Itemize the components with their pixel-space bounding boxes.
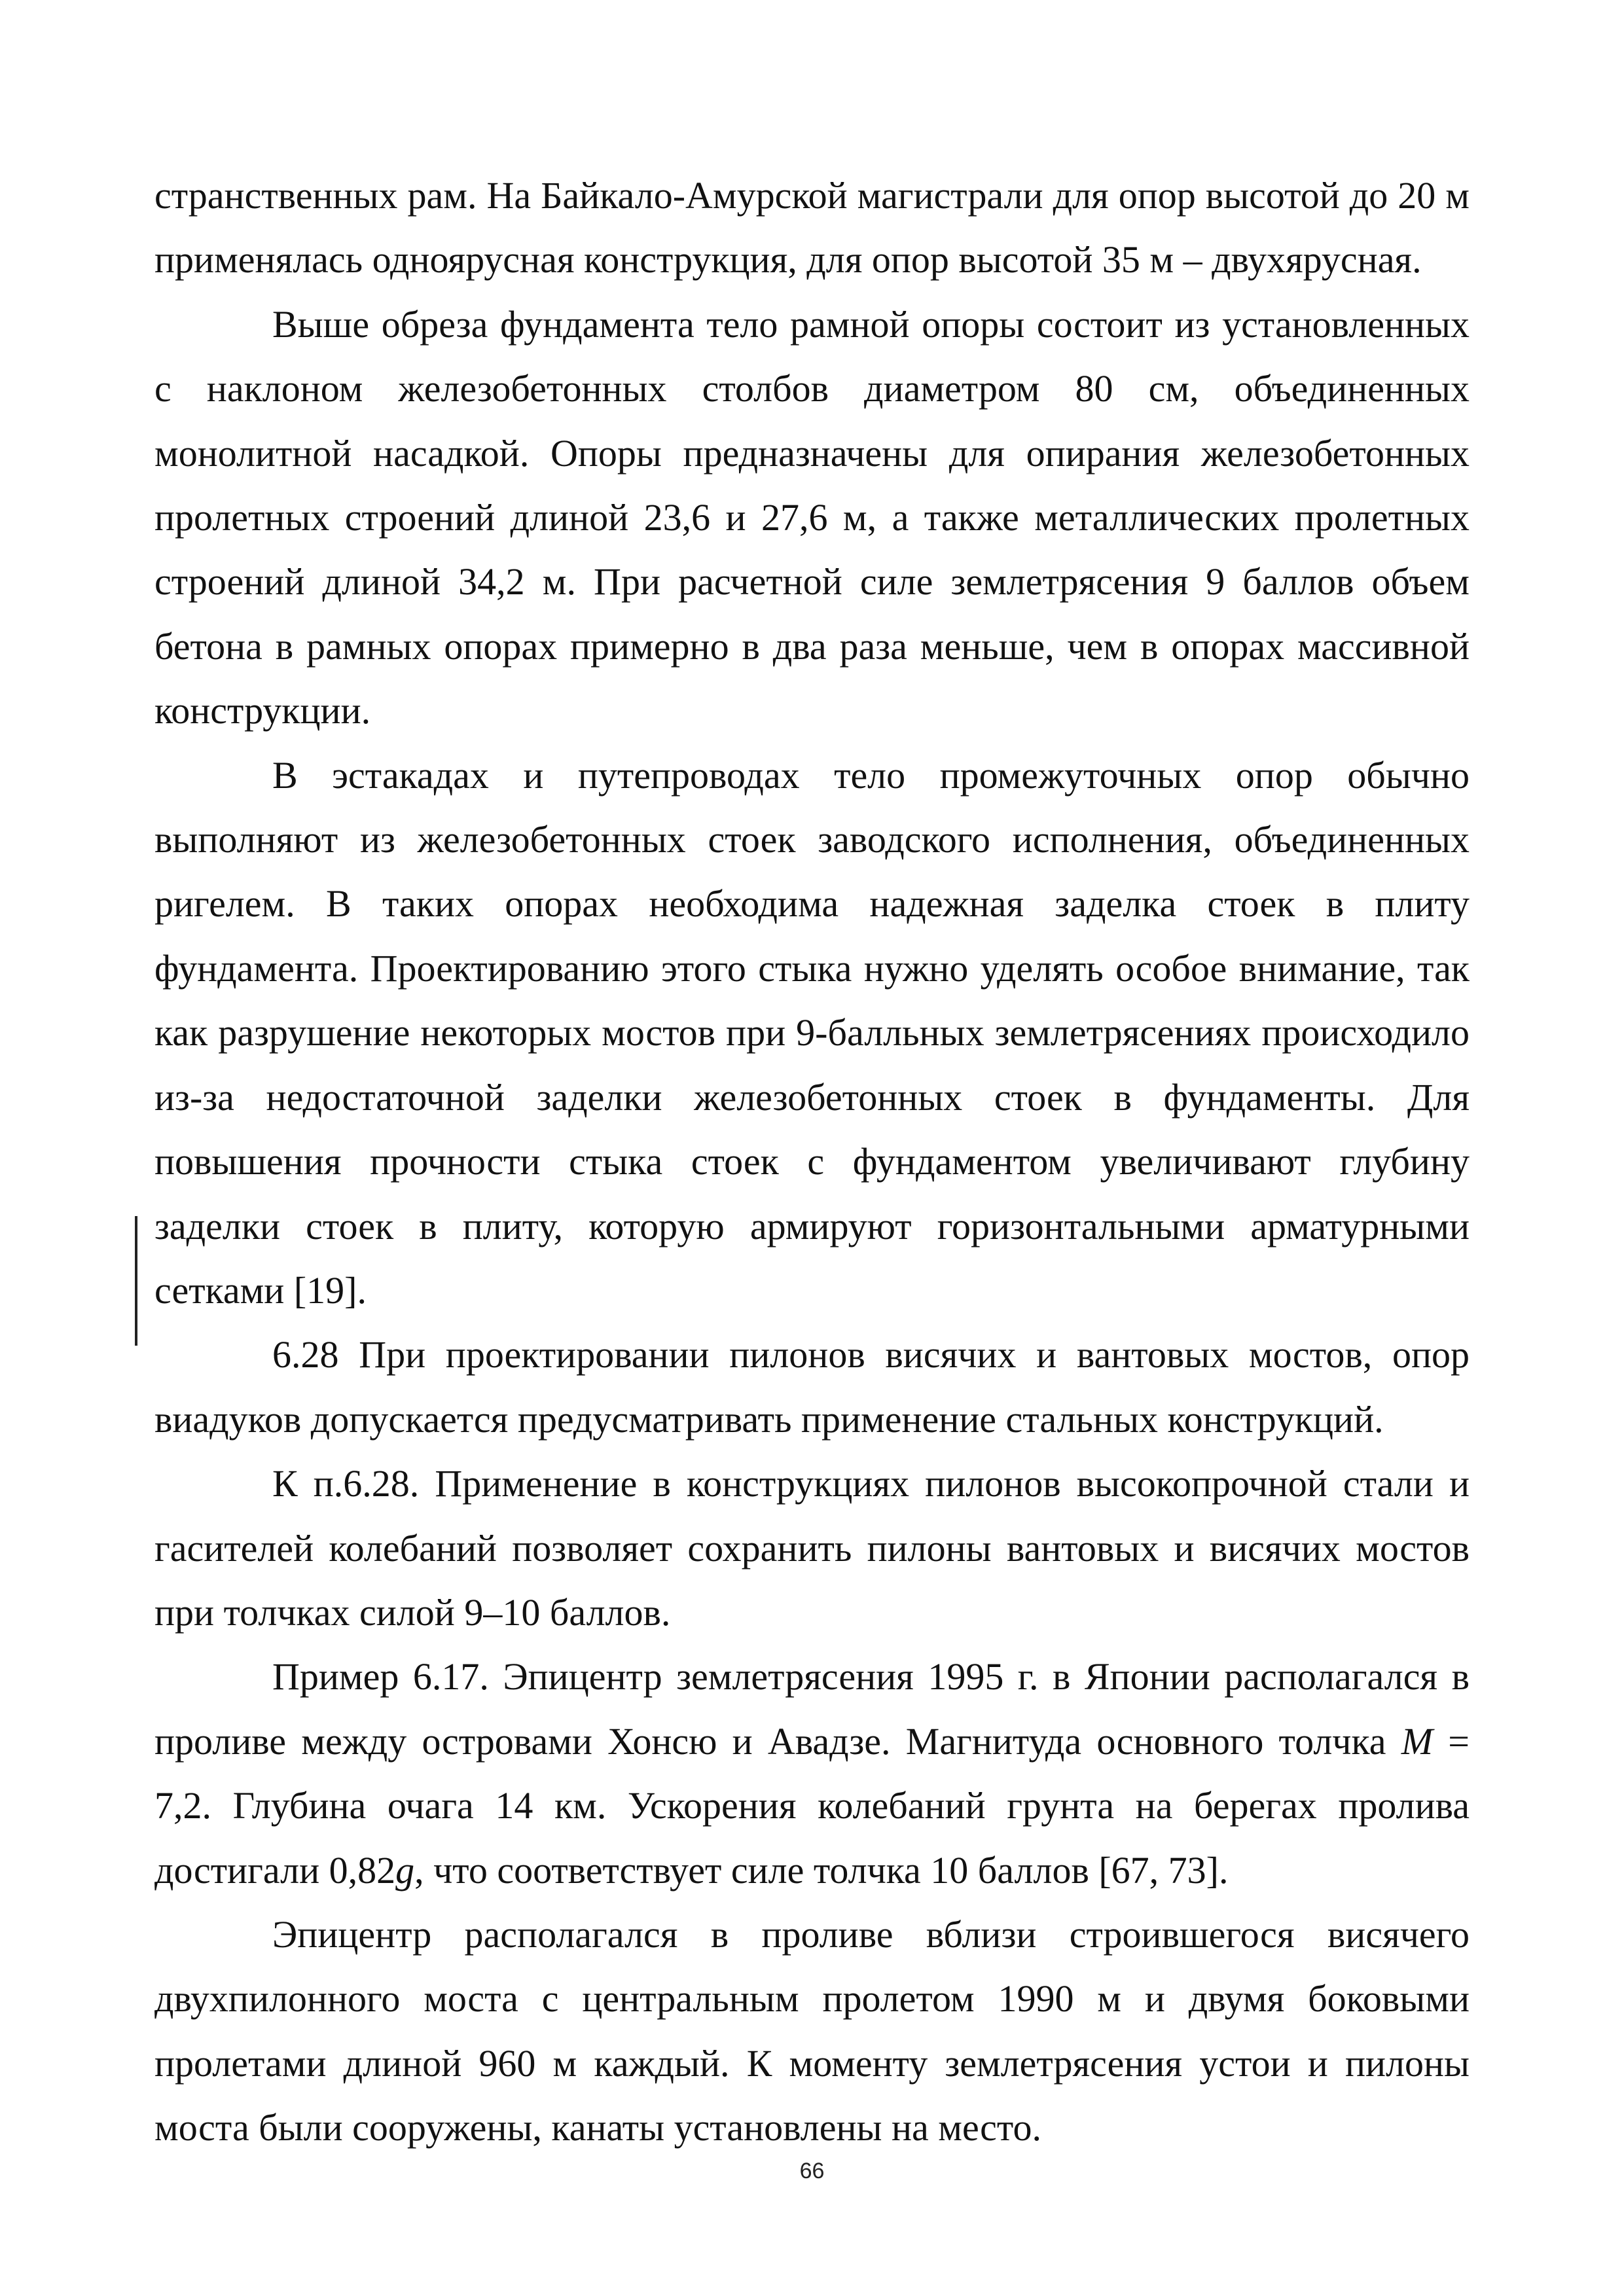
example-text-part-2: = 7,2. Глубина очага 14 км. Ускорения колебаний грунта на берегах пролива достигали 0,82 xyxy=(154,1719,1470,1892)
example-text-part-3: , что соответствует силе толчка 10 баллов [67, 73]. xyxy=(414,1848,1229,1892)
paragraph-example-6-17 xyxy=(154,1645,1470,1903)
paragraph-frame-pier-description: Выше обреза фундамента тело рамной опоры состоит из установленных с наклоном железобетонных столбов диаметром 80 см, объединенных монолитной насадкой. Опоры предназначены для опирания железобетонных пролетных строений длиной 23,6 и 27,6 м, а также металлических пролетных строений длиной 34,2 м. При расчетной силе землетрясения 9 баллов объем бетона в рамных опорах примерно в два раза меньше, чем в опорах массивной конструкции. xyxy=(154,302,1470,732)
page-number: 66 xyxy=(799,2159,825,2183)
gravity-variable: g xyxy=(395,1848,415,1892)
paragraph-commentary-6-28: К п.6.28. Применение в конструкциях пилонов высокопрочной стали и гасителей колебаний позволяет сохранить пилоны вантовых и висячих мостов при толчках силой 9–10 баллов. xyxy=(154,1462,1470,1634)
paragraph-continuation: странственных рам. На Байкало-Амурской магистрали для опор высотой до 20 м применялась одноярусная конструкция, для опор высотой 35 м – двухярусная. xyxy=(154,174,1470,281)
paragraph-clause-6-28: 6.28 При проектировании пилонов висячих и вантовых мостов, опор виадуков допускается предусматривать применение стальных конструкций. xyxy=(154,1333,1470,1441)
paragraph-trestle-columns: В эстакадах и путепроводах тело промежуточных опор обычно выполняют из железобетонных стоек заводского исполнения, объединенных ригелем. В таких опорах необходима надежная заделка стоек в плиту фундамента. Проектированию этого стыка нужно уделять особое внимание, так как разрушение некоторых мостов при 9-балльных землетрясениях происходило из-за недостаточной заделки железобетонных стоек в фундаменты. Для повышения прочности стыка стоек с фундаментом увеличивают глубину заделки стоек в плиту, которую армируют горизонтальными арматурными сетками [19]. xyxy=(154,753,1470,1312)
body-text xyxy=(154,164,1470,2161)
revision-change-bar xyxy=(135,1216,137,1346)
example-text-part-1: Пример 6.17. Эпицентр землетрясения 1995 г. в Японии располагался в проливе между островами Хонсю и Авадзе. Магнитуда основного толчка xyxy=(154,1655,1470,1763)
paragraph-epicenter-bridge: Эпицентр располагался в проливе вблизи строившегося висячего двухпилонного моста с центральным пролетом 1990 м и двумя боковыми пролетами длиной 960 м каждый. К моменту землетрясения устои и пилоны моста были сооружены, канаты установлены на место. xyxy=(154,1912,1470,2149)
magnitude-variable: M xyxy=(1401,1719,1434,1763)
